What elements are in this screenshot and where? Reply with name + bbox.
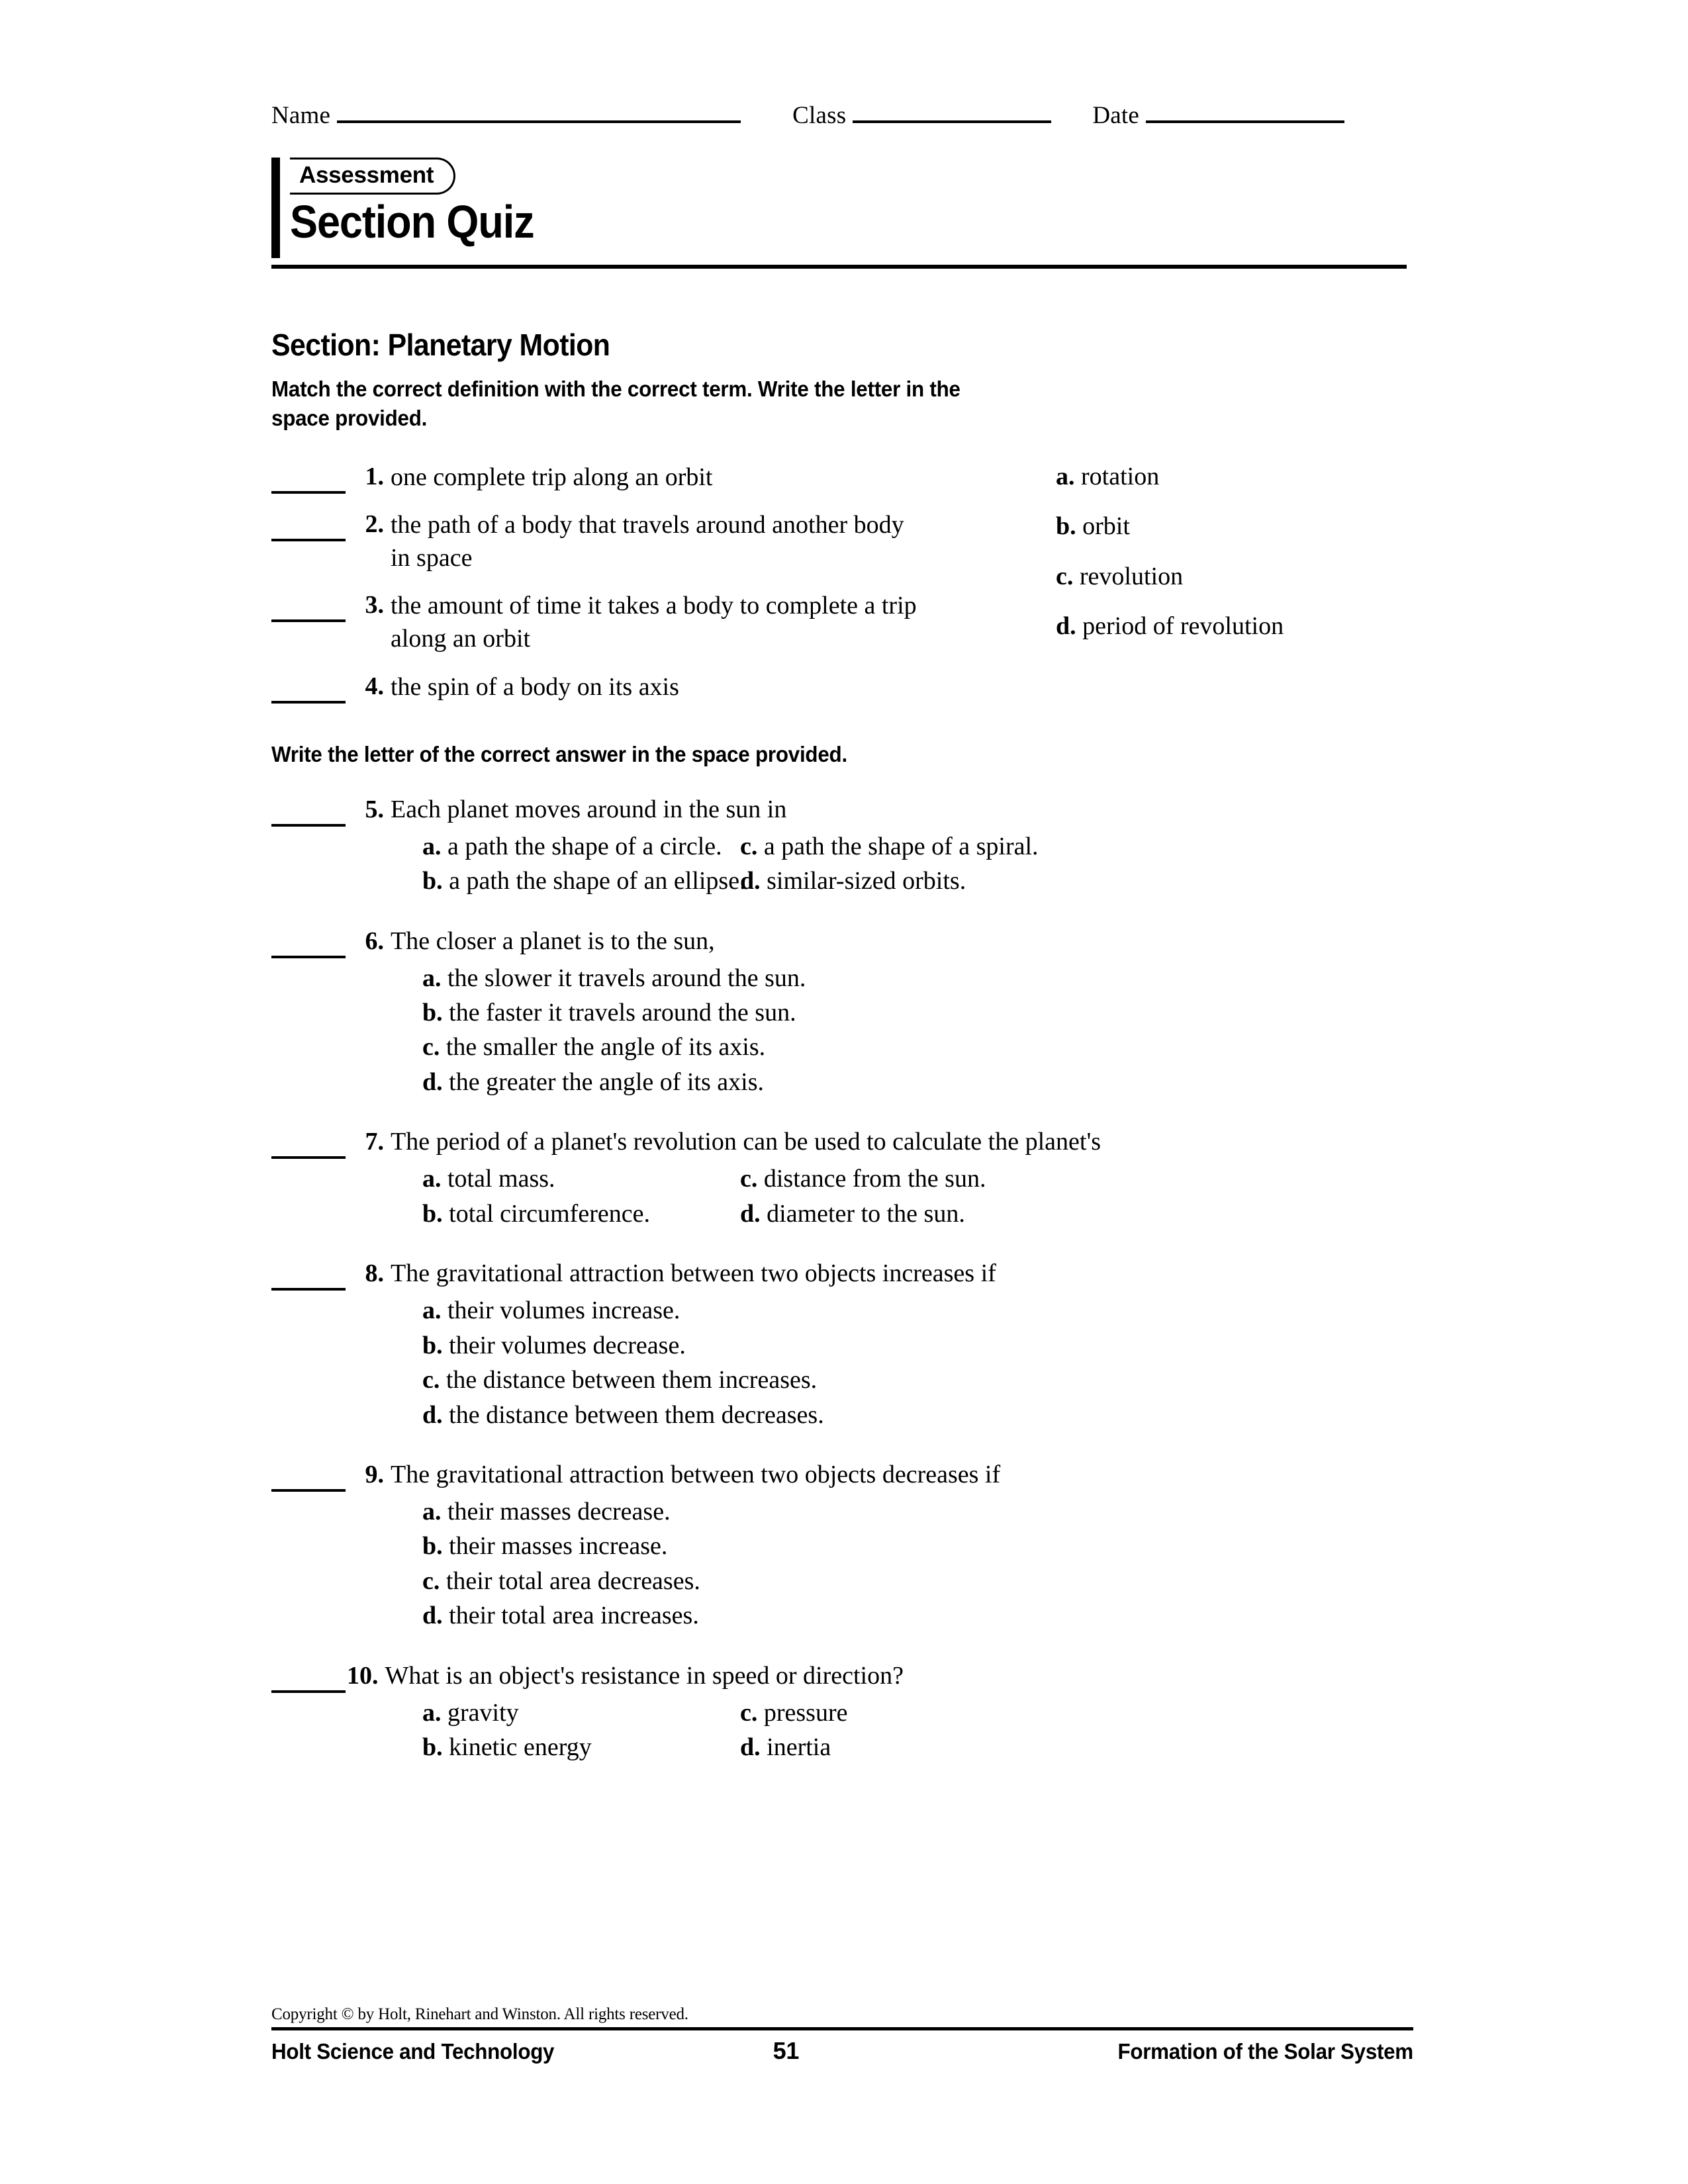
- option-text: their volumes increase.: [447, 1297, 680, 1325]
- answer-blank[interactable]: [271, 676, 346, 704]
- answer-blank[interactable]: [271, 514, 346, 541]
- option[interactable]: [422, 1293, 1417, 1328]
- option-list: [422, 829, 1417, 899]
- option-letter: a.: [422, 1497, 442, 1525]
- question-stem: What is an object's resistance in speed or direction?: [385, 1661, 904, 1690]
- matching-item: [271, 508, 940, 574]
- answer-blank[interactable]: [271, 799, 346, 827]
- option-letter: c.: [422, 1567, 440, 1595]
- question-header: [271, 1459, 1417, 1492]
- name-label: Name: [271, 102, 331, 129]
- option-text: diameter to the sun.: [767, 1199, 965, 1228]
- matching-terms: [1056, 461, 1413, 660]
- option-text: kinetic energy: [449, 1733, 592, 1762]
- option-text: their total area increases.: [449, 1602, 699, 1630]
- option-text: distance from the sun.: [763, 1165, 986, 1193]
- student-info-row: [271, 98, 1417, 130]
- option[interactable]: [422, 1197, 740, 1231]
- option-text: a path the shape of a spiral.: [763, 832, 1039, 860]
- option-letter: c.: [422, 1033, 440, 1062]
- question-number: 5.: [365, 795, 384, 823]
- assessment-banner: [271, 158, 1417, 258]
- option-text: their masses increase.: [449, 1532, 668, 1561]
- item-text: the path of a body that travels around another body in space: [391, 510, 904, 572]
- question-number: 9.: [365, 1460, 384, 1488]
- book-title: Holt Science and Technology: [271, 2039, 555, 2064]
- matching-item: [271, 670, 940, 704]
- option-letter: c.: [740, 832, 758, 860]
- question-item: [271, 925, 1417, 1100]
- item-text: one complete trip along an orbit: [391, 463, 713, 491]
- question-item: [271, 1459, 1417, 1633]
- option-text: the distance between them decreases.: [449, 1400, 824, 1429]
- question-stem: The period of a planet's revolution can be used to calculate the planet's: [391, 1128, 1102, 1156]
- option-letter: d.: [740, 1199, 761, 1228]
- footer-row: [271, 2037, 1413, 2065]
- option-letter: b.: [422, 1199, 443, 1228]
- option[interactable]: [740, 1696, 1417, 1730]
- option-letter: a.: [422, 1297, 442, 1325]
- option-text: the faster it travels around the sun.: [449, 999, 796, 1026]
- option-letter: a.: [422, 964, 442, 992]
- question-header: [271, 1257, 1417, 1291]
- question-stem: The closer a planet is to the sun,: [391, 927, 715, 955]
- option-text: their volumes decrease.: [449, 1331, 686, 1359]
- option-letter: a.: [422, 1165, 442, 1193]
- option-letter: b.: [422, 1532, 443, 1561]
- answer-blank[interactable]: [271, 594, 346, 622]
- option-list: [422, 1161, 1417, 1231]
- option[interactable]: [422, 864, 746, 898]
- question-stem: Each planet moves around in the sun in: [391, 795, 787, 823]
- copyright-notice: Copyright © by Holt, Rinehart and Winston. All rights reserved.: [271, 2005, 688, 2023]
- option[interactable]: [422, 961, 1417, 995]
- question-header: [271, 1660, 1417, 1693]
- option[interactable]: [740, 1161, 1417, 1196]
- banner-divider: [271, 265, 1407, 269]
- answer-blank[interactable]: [271, 1665, 346, 1693]
- option-text: a path the shape of an ellipse.: [449, 867, 746, 895]
- item-number: 4.: [365, 672, 384, 700]
- option-text: total mass.: [447, 1165, 555, 1193]
- term-letter: b.: [1056, 512, 1076, 541]
- option-letter: d.: [422, 1068, 443, 1096]
- page-number: 51: [773, 2037, 800, 2064]
- banner-left-bar: [271, 158, 280, 258]
- answer-blank[interactable]: [271, 931, 346, 958]
- question-stem: The gravitational attraction between two objects decreases if: [391, 1460, 1001, 1488]
- option-letter: b.: [422, 867, 443, 895]
- option-letter: d.: [422, 1602, 443, 1630]
- term-text: orbit: [1082, 512, 1130, 541]
- term-item: [1056, 561, 1413, 593]
- option[interactable]: [422, 1328, 1417, 1363]
- answer-blank[interactable]: [271, 1263, 346, 1291]
- name-blank[interactable]: [337, 98, 741, 123]
- question-stem: The gravitational attraction between two objects increases if: [391, 1259, 996, 1288]
- option-list: [422, 1696, 1417, 1765]
- option[interactable]: [740, 1730, 1417, 1764]
- question-item: [271, 1126, 1417, 1231]
- date-label: Date: [1092, 102, 1139, 129]
- option[interactable]: [740, 864, 1417, 898]
- option-letter: b.: [422, 1733, 443, 1762]
- option-list: [422, 1494, 1417, 1633]
- item-number: 2.: [365, 510, 384, 538]
- option-text: their total area decreases.: [445, 1567, 700, 1595]
- item-text: the amount of time it takes a body to complete a trip along an orbit: [391, 592, 917, 653]
- option[interactable]: [422, 1730, 740, 1764]
- item-number: 3.: [365, 591, 384, 619]
- option-text: gravity: [447, 1698, 519, 1727]
- option[interactable]: [740, 1197, 1417, 1231]
- option-text: inertia: [767, 1733, 831, 1762]
- matching-instructions: Match the correct definition with the correct term. Write the letter in the space provided.: [271, 377, 961, 430]
- answer-blank[interactable]: [271, 466, 346, 494]
- assessment-badge: Assessment: [290, 158, 455, 195]
- question-number: 8.: [365, 1259, 384, 1288]
- option-letter: a.: [422, 1698, 442, 1727]
- page-footer: [271, 2005, 1413, 2065]
- term-text: rotation: [1081, 462, 1160, 490]
- page-content: [271, 0, 1417, 1792]
- question-header: [271, 925, 1417, 958]
- option[interactable]: [422, 1564, 1417, 1598]
- option[interactable]: [422, 829, 740, 864]
- question-number: 7.: [365, 1128, 384, 1156]
- class-label: Class: [792, 102, 847, 129]
- option-letter: b.: [422, 1331, 443, 1359]
- option-text: a path the shape of a circle.: [447, 832, 722, 860]
- class-blank[interactable]: [853, 98, 1051, 123]
- answer-blank[interactable]: [271, 1131, 346, 1159]
- chapter-title: Formation of the Solar System: [1117, 2039, 1413, 2064]
- quiz-title: Section Quiz: [290, 196, 534, 248]
- question-number: 10.: [347, 1661, 379, 1690]
- option-letter: d.: [740, 1733, 761, 1762]
- option[interactable]: [422, 1363, 1417, 1397]
- option[interactable]: [740, 829, 1417, 864]
- question-header: [271, 794, 1417, 827]
- term-item: [1056, 610, 1413, 643]
- term-text: revolution: [1079, 562, 1184, 590]
- term-letter: c.: [1056, 562, 1074, 590]
- option-text: the slower it travels around the sun.: [447, 964, 806, 992]
- question-item: [271, 1257, 1417, 1432]
- option[interactable]: [422, 1161, 740, 1196]
- date-blank[interactable]: [1146, 98, 1344, 123]
- footer-divider: [271, 2027, 1413, 2030]
- multiple-choice-section: [271, 794, 1417, 1765]
- term-text: period of revolution: [1082, 612, 1284, 640]
- option[interactable]: [422, 1030, 1417, 1064]
- option-text: similar-sized orbits.: [767, 867, 966, 895]
- option-list: [422, 1293, 1417, 1432]
- option-text: the greater the angle of its axis.: [449, 1068, 765, 1096]
- item-text: the spin of a body on its axis: [391, 672, 679, 701]
- answer-blank[interactable]: [271, 1464, 346, 1492]
- term-letter: d.: [1056, 612, 1076, 640]
- option[interactable]: [422, 1696, 740, 1730]
- option-text: the smaller the angle of its axis.: [445, 1033, 766, 1062]
- question-number: 6.: [365, 927, 384, 955]
- option-letter: c.: [740, 1698, 758, 1727]
- question-header: [271, 1126, 1417, 1159]
- option[interactable]: [422, 1598, 1417, 1633]
- option-letter: c.: [422, 1366, 440, 1394]
- option-letter: b.: [422, 999, 443, 1026]
- option-text: the distance between them increases.: [445, 1366, 818, 1394]
- term-letter: a.: [1056, 462, 1075, 490]
- option-text: pressure: [763, 1698, 848, 1727]
- option-text: their masses decrease.: [447, 1497, 671, 1525]
- matching-item: [271, 461, 940, 494]
- option[interactable]: [422, 1398, 1417, 1432]
- question-item: [271, 1660, 1417, 1765]
- section-heading: Section: Planetary Motion: [271, 328, 610, 362]
- option-letter: a.: [422, 832, 442, 860]
- option[interactable]: [422, 995, 1417, 1030]
- term-item: [1056, 461, 1413, 493]
- option-letter: c.: [740, 1165, 758, 1193]
- matching-definitions: [271, 461, 940, 704]
- option-letter: d.: [740, 867, 761, 895]
- matching-item: [271, 589, 940, 655]
- option[interactable]: [422, 1494, 1417, 1529]
- option[interactable]: [422, 1529, 1417, 1563]
- item-number: 1.: [365, 462, 384, 490]
- matching-section: [271, 461, 1417, 704]
- option-letter: d.: [422, 1400, 443, 1429]
- option[interactable]: [422, 1065, 1417, 1099]
- term-item: [1056, 510, 1413, 543]
- option-list: [422, 961, 1417, 1100]
- option-text: total circumference.: [449, 1199, 650, 1228]
- multiple-choice-instructions: Write the letter of the correct answer in the space provided.: [271, 741, 847, 766]
- question-item: [271, 794, 1417, 899]
